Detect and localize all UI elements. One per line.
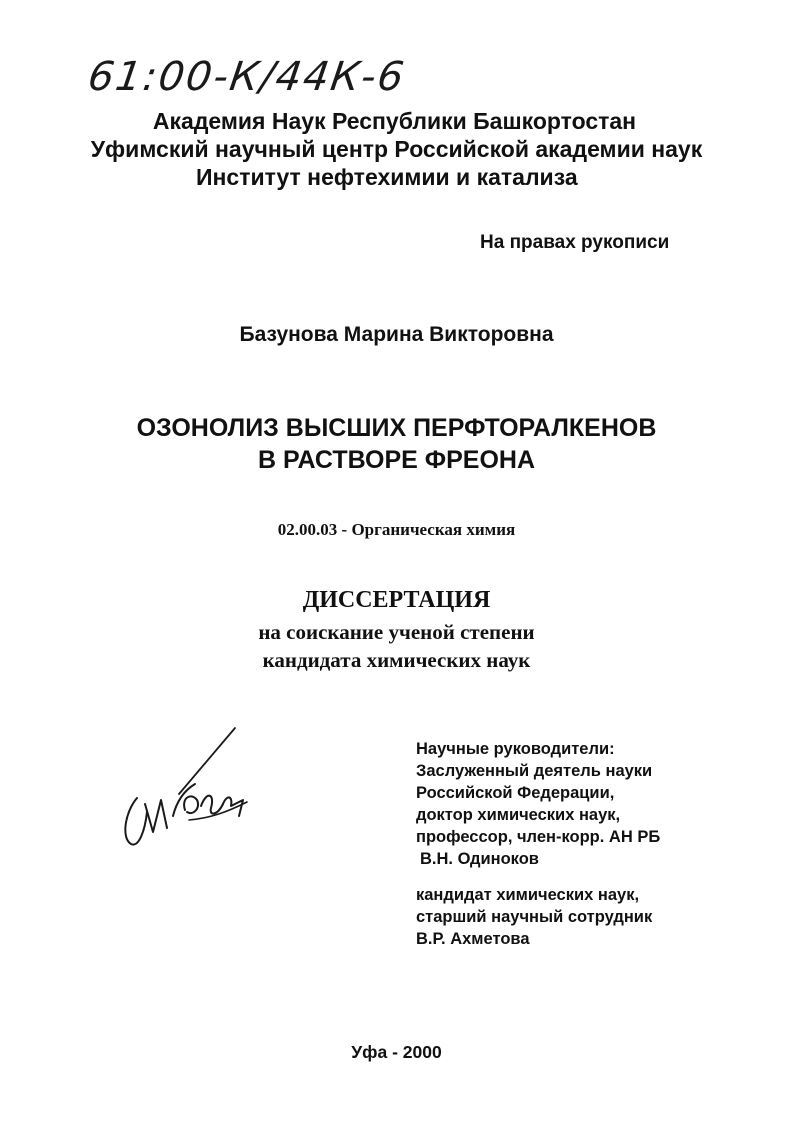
thesis-title-line-1: ОЗОНОЛИЗ ВЫСШИХ ПЕРФТОРАЛКЕНОВ [136, 414, 657, 442]
advisor-1-line-2: Российской Федерации, [416, 784, 615, 802]
advisor-2-line-2: старший научный сотрудник [416, 908, 653, 926]
advisor-2-name: В.Р. Ахметова [416, 930, 530, 948]
institution-academy [0, 108, 793, 135]
advisors-block-first [416, 738, 660, 870]
advisors-heading: Научные руководители: [416, 740, 615, 758]
advisor-1-name: В.Н. Одиноков [420, 850, 539, 868]
institution-ufa-center: Уфимский научный центр Российской академии наук [90, 136, 703, 162]
author-name: Базунова Марина Викторовна [239, 323, 554, 346]
advisor-1-line-4: профессор, член-корр. АН РБ [416, 828, 661, 846]
place-and-year [0, 1042, 793, 1063]
archive-stamp-handwritten: 61:00-К/44К-6 [85, 54, 409, 100]
thesis-title-line-2: В РАСТВОРЕ ФРЕОНА [257, 446, 536, 474]
dissertation-degree-line-2: кандидата химических наук [262, 648, 531, 672]
institution-academy-text: Академия Наук Республики Башкортостан [152, 108, 637, 134]
advisors-block-second [416, 884, 652, 950]
place-and-year-text: Уфа - 2000 [351, 1042, 442, 1062]
institution-petrochemistry: Институт нефтехимии и катализа [196, 164, 578, 190]
manuscript-rights-note: На правах рукописи [480, 232, 670, 253]
specialty-code: 02.00.03 - Органическая химия [277, 520, 516, 539]
advisor-2-line-1: кандидат химических наук, [416, 886, 640, 904]
dissertation-degree-line-1: на соискание ученой степени [258, 620, 535, 644]
dissertation-heading: ДИССЕРТАЦИЯ [302, 587, 491, 613]
advisor-1-line-1: Заслуженный деятель науки [416, 762, 653, 780]
advisor-1-line-3: доктор химических наук, [416, 806, 621, 824]
handwritten-signature [115, 720, 255, 860]
